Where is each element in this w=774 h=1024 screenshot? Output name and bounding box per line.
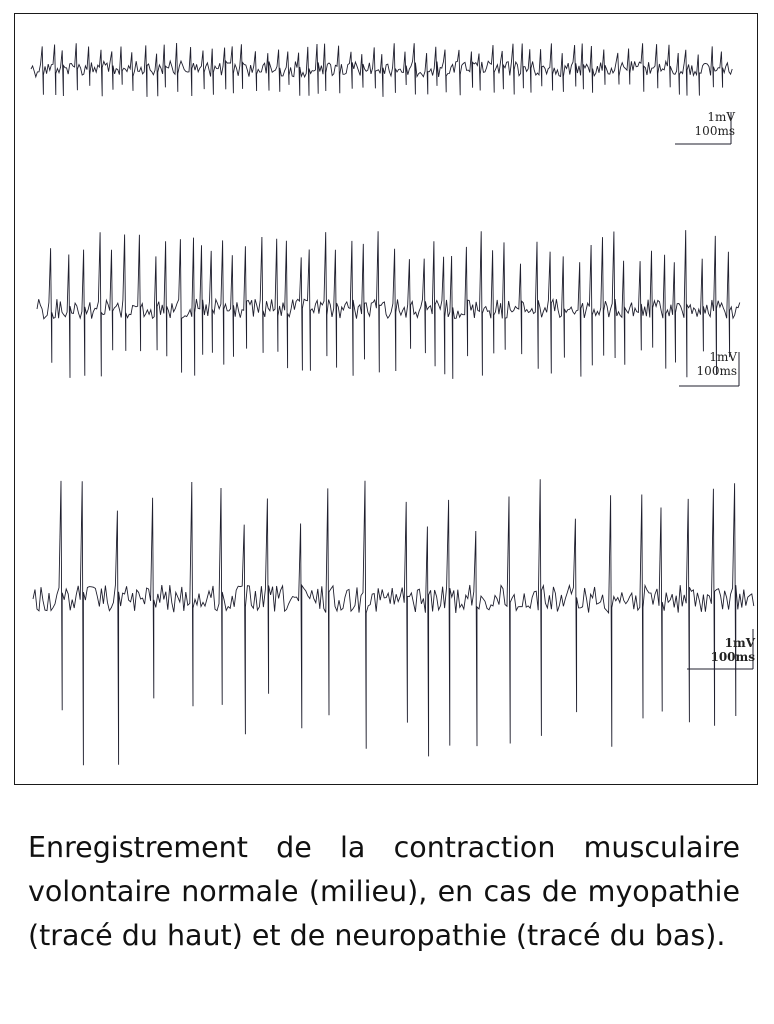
scale-label-middle	[677, 350, 737, 378]
figure-caption: Enregistrement de la contraction musculaire volontaire normale (milieu), en cas de myopathie (tracé du haut) et de neuropathie (tracé du bas).	[28, 831, 740, 952]
scale-label-top	[675, 110, 735, 138]
normal-trace	[37, 230, 740, 379]
neuropathy-trace	[33, 479, 754, 765]
scale-voltage-top: 1mV	[707, 110, 735, 124]
scale-time-middle: 100ms	[696, 364, 737, 378]
emg-traces-canvas	[15, 14, 759, 786]
scale-label-bottom	[695, 636, 755, 664]
myopathy-trace	[31, 43, 732, 97]
scale-time-bottom: 100ms	[710, 650, 755, 664]
scale-voltage-bottom: 1mV	[724, 636, 755, 650]
scale-time-top: 100ms	[694, 124, 735, 138]
scale-voltage-middle: 1mV	[709, 350, 737, 364]
emg-figure-frame	[14, 13, 758, 785]
